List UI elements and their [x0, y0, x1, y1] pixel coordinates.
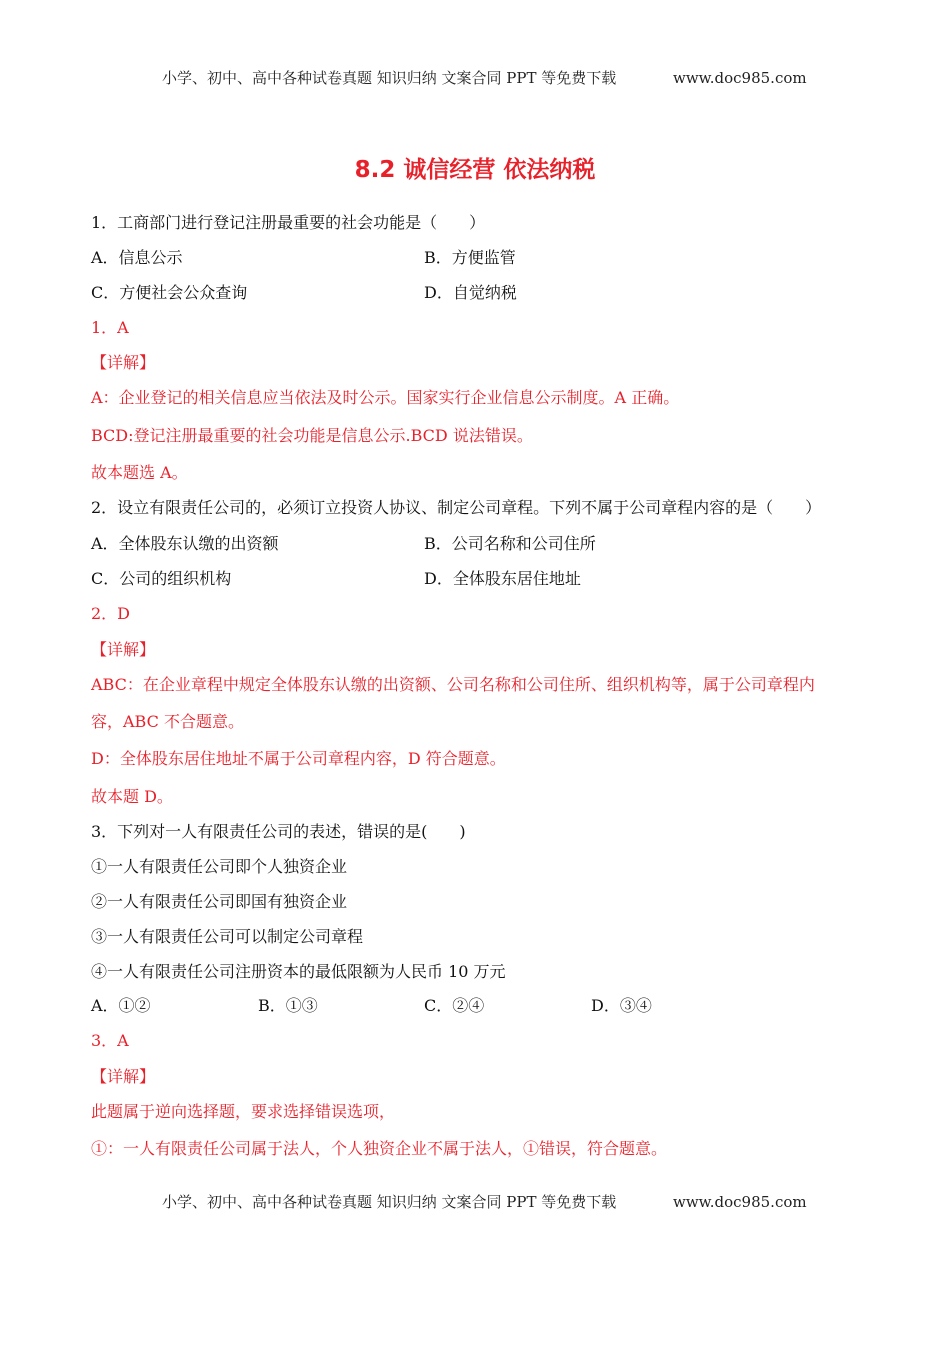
q2-option-a: A．全体股东认缴的出资额	[91, 534, 279, 553]
q1-stem: 1．工商部门进行登记注册最重要的社会功能是（ ）	[91, 213, 486, 232]
q3-option-b: B．①③	[258, 996, 318, 1015]
footer-url[interactable]: www.doc985.com	[673, 1193, 807, 1211]
q2-option-d: D．全体股东居住地址	[424, 569, 581, 588]
q3-item: ②一人有限责任公司即国有独资企业	[91, 892, 348, 911]
q1-option-c: C．方便社会公众查询	[91, 283, 248, 302]
q3-answer: 3．A	[91, 1031, 129, 1050]
q3-explanation: 此题属于逆向选择题，要求选择错误选项，	[91, 1102, 396, 1121]
q1-option-d: D．自觉纳税	[424, 283, 517, 302]
q3-option-d: D．③④	[591, 996, 652, 1015]
q1-explanation: BCD:登记注册最重要的社会功能是信息公示.BCD 说法错误。	[91, 426, 533, 445]
header-url[interactable]: www.doc985.com	[673, 69, 807, 87]
header-text: 小学、初中、高中各种试卷真题 知识归纳 文案合同 PPT 等免费下载	[162, 69, 617, 87]
q3-item: ①一人有限责任公司即个人独资企业	[91, 857, 348, 876]
q3-item: ③一人有限责任公司可以制定公司章程	[91, 927, 364, 946]
q1-explanation: A：企业登记的相关信息应当依法及时公示。国家实行企业信息公示制度。A 正确。	[91, 388, 680, 407]
q2-option-b: B．公司名称和公司住所	[424, 534, 596, 553]
q1-answer: 1．A	[91, 318, 129, 337]
q1-explanation: 故本题选 A。	[91, 463, 188, 482]
q2-answer: 2．D	[91, 604, 131, 623]
q3-option-a: A．①②	[91, 996, 151, 1015]
q2-stem: 2．设立有限责任公司的，必须订立投资人协议、制定公司章程。下列不属于公司章程内容的是（ ）	[91, 498, 822, 517]
q2-option-c: C．公司的组织机构	[91, 569, 232, 588]
q2-explanation: D：全体股东居住地址不属于公司章程内容，D 符合题意。	[91, 749, 506, 768]
q3-explanation: ①：一人有限责任公司属于法人，个人独资企业不属于法人，①错误，符合题意。	[91, 1139, 668, 1158]
page-title: 8.2 诚信经营 依法纳税	[354, 157, 596, 183]
q1-option-a: A．信息公示	[91, 248, 183, 267]
q2-explanation: 故本题 D。	[91, 787, 173, 806]
q2-explanation: ABC：在企业章程中规定全体股东认缴的出资额、公司名称和公司住所、组织机构等，属于公司章程内	[91, 675, 815, 694]
q3-stem: 3．下列对一人有限责任公司的表述，错误的是( )	[91, 822, 466, 841]
q2-explanation: 容，ABC 不合题意。	[91, 712, 244, 731]
q3-detail-label: 【详解】	[91, 1067, 156, 1086]
q3-option-c: C．②④	[424, 996, 485, 1015]
q1-detail-label: 【详解】	[91, 353, 156, 372]
q3-item: ④一人有限责任公司注册资本的最低限额为人民币 10 万元	[91, 962, 506, 981]
footer-text: 小学、初中、高中各种试卷真题 知识归纳 文案合同 PPT 等免费下载	[162, 1193, 617, 1211]
q2-detail-label: 【详解】	[91, 640, 156, 659]
q1-option-b: B．方便监管	[424, 248, 516, 267]
